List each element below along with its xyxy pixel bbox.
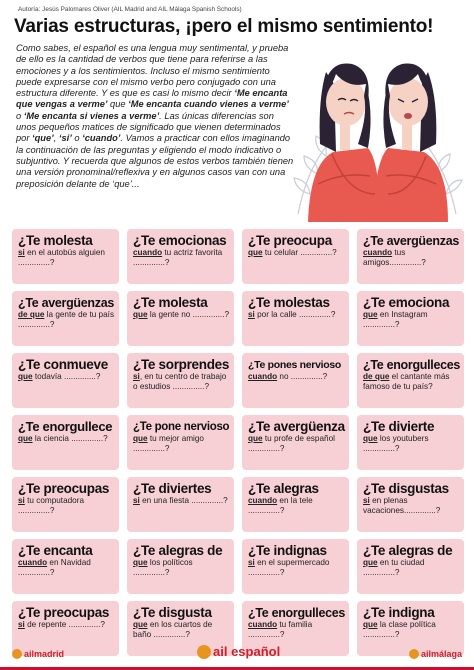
question-card [357, 415, 464, 470]
question-continuation [363, 620, 460, 640]
question-continuation [248, 310, 345, 320]
question-continuation [133, 310, 230, 320]
question-card [127, 229, 234, 284]
question-verb: ¿Te emociona [363, 295, 450, 310]
question-continuation [363, 558, 460, 578]
question-card [12, 229, 119, 284]
question-card [127, 415, 234, 470]
keyword-que: ‘que’ [32, 133, 54, 144]
question-card [357, 291, 464, 346]
question-continuation [18, 496, 115, 516]
keyword-cuando: ‘cuando’ [82, 133, 121, 144]
logo-dot-icon [409, 649, 419, 659]
connector-word: si [18, 620, 25, 629]
question-continuation [363, 248, 460, 268]
connector-word: si [18, 496, 25, 505]
intro-text: que [107, 99, 129, 110]
question-card [127, 477, 234, 532]
example-3: ‘Me encanta si vienes a verme’ [23, 110, 160, 121]
question-blank-text: tu celular ..............? [262, 248, 337, 257]
question-card [12, 291, 119, 346]
question-blank-text: en el autobús alguien ..............? [18, 248, 105, 267]
question-verb: ¿Te emocionas [133, 233, 227, 248]
question-card [357, 229, 464, 284]
question-continuation [248, 372, 345, 382]
question-verb: ¿Te indignas [248, 543, 327, 558]
question-continuation [18, 310, 115, 330]
connector-word: que [133, 620, 148, 629]
question-blank-text: tus amigos..............? [363, 248, 426, 267]
connector-word: cuando [133, 248, 163, 257]
question-blank-text: los políticos ..............? [133, 558, 193, 577]
intro-text: o [71, 133, 83, 144]
question-verb: ¿Te enorgulleces [248, 606, 346, 620]
question-card [242, 229, 349, 284]
question-card [12, 477, 119, 532]
connector-word: que [133, 310, 148, 319]
question-verb: ¿Te avergüenzas [363, 234, 460, 248]
connector-word: si [133, 372, 140, 381]
connector-word: que [18, 434, 33, 443]
question-blank-text: por la calle ..............? [254, 310, 336, 319]
question-continuation [363, 434, 460, 454]
question-verb: ¿Te preocupas [18, 605, 110, 620]
connector-word: que [133, 434, 148, 443]
question-blank-text: en el supermercado ..............? [248, 558, 330, 577]
question-continuation [133, 434, 230, 454]
question-continuation [363, 372, 460, 392]
question-verb: ¿Te pone nervioso [133, 421, 230, 433]
question-verb: ¿Te avergüenza [248, 419, 345, 434]
question-continuation [133, 248, 230, 268]
question-verb: ¿Te molesta [18, 233, 93, 248]
ail-madrid-logo: ailmadrid [12, 645, 64, 663]
question-continuation [248, 434, 345, 454]
question-blank-text: tu familia ..............? [248, 620, 313, 639]
question-verb: ¿Te preocupas [18, 481, 110, 496]
intro-text: . Las únicas diferencias son unos pequeños matices de significado que vienen determinados por [16, 110, 281, 144]
question-blank-text: en Navidad ..............? [18, 558, 91, 577]
connector-word: que [363, 310, 378, 319]
connector-word: que [248, 434, 263, 443]
logo-dot-icon [12, 649, 22, 659]
question-continuation [363, 310, 460, 330]
connector-word: cuando [248, 496, 278, 505]
question-verb: ¿Te disgustas [363, 481, 449, 496]
connector-word: que [363, 434, 378, 443]
connector-word: que [248, 248, 263, 257]
question-blank-text: los youtubers ..............? [363, 434, 429, 453]
question-card [127, 539, 234, 594]
question-blank-text: tu computadora ..............? [18, 496, 85, 515]
question-card [127, 353, 234, 408]
question-verb: ¿Te divierte [363, 419, 435, 434]
question-continuation [18, 620, 115, 630]
question-verb: ¿Te conmueve [18, 357, 108, 372]
question-card [242, 539, 349, 594]
intro-text: . Vamos a practicar con ellos imaginando la continuación de las preguntas y eligiendo el modo indicativo o subjuntivo. Y recuerda que algunos de estos verbos también tienen una versión pronominal/reflexiva y en algunos casos van con una preposición delante de ‘que’... [16, 133, 294, 189]
question-continuation [248, 248, 345, 258]
connector-word: de que [18, 310, 45, 319]
connector-word: que [18, 372, 33, 381]
question-continuation [18, 558, 115, 578]
question-blank-text: en la tele ..............? [248, 496, 313, 515]
question-continuation [248, 558, 345, 578]
intro-text: Como sabes, el español es una lengua muy sentimental, y prueba de ello es la cantidad de verbos que tiene para referirse a las emociones y a los sentimientos. Incluso el mismo sentimiento puede expresarse con el mismo verbo pero conjugado con una estructura diferente. Y es que es casi lo mismo decir [16, 43, 289, 99]
footer [0, 639, 474, 670]
intro-text: o [16, 110, 24, 121]
question-card [242, 353, 349, 408]
question-blank-text: todavía ..............? [32, 372, 101, 381]
question-continuation [18, 372, 115, 382]
question-continuation [248, 620, 345, 640]
question-blank-text: la gente de tu país ..............? [18, 310, 115, 329]
author-credit: Autoría: Jesús Palomares Oliver (AIL Madrid and AIL Málaga Spanish Schools) [18, 6, 242, 13]
question-verb: ¿Te preocupa [248, 233, 332, 248]
question-verb: ¿Te alegras [248, 481, 319, 496]
question-card [357, 477, 464, 532]
question-blank-text: tu mejor amigo ..............? [133, 434, 204, 453]
connector-word: cuando [248, 620, 278, 629]
question-blank-text: , en tu centro de trabajo o estudios ..............? [133, 372, 227, 391]
question-grid [12, 229, 463, 656]
ail-malaga-logo: ailmálaga [409, 645, 462, 663]
question-blank-text: en una fiesta ..............? [139, 496, 228, 505]
question-verb: ¿Te pones nervioso [248, 359, 342, 371]
question-verb: ¿Te sorprendes [133, 357, 230, 372]
question-continuation [363, 496, 460, 516]
connector-word: si [248, 310, 255, 319]
connector-word: cuando [363, 248, 393, 257]
question-verb: ¿Te avergüenzas [18, 296, 115, 310]
question-blank-text: la ciencia ..............? [32, 434, 108, 443]
question-blank-text: la gente no ..............? [147, 310, 230, 319]
logo-dot-icon [197, 645, 211, 659]
question-blank-text: tu actriz favorita ..............? [133, 248, 223, 267]
question-verb: ¿Te alegras de [133, 543, 223, 558]
connector-word: que [363, 620, 378, 629]
question-blank-text: no ..............? [277, 372, 328, 381]
connector-word: si [133, 496, 140, 505]
connector-word: cuando [18, 558, 48, 567]
connector-word: que [363, 558, 378, 567]
question-continuation [133, 558, 230, 578]
question-verb: ¿Te indigna [363, 605, 435, 620]
question-verb: ¿Te molesta [133, 295, 208, 310]
question-blank-text: el cantante más famoso de tu país? [363, 372, 450, 391]
question-blank-text: la clase política ..............? [363, 620, 436, 639]
question-card [12, 539, 119, 594]
question-blank-text: en los cuartos de baño ..............? [133, 620, 213, 639]
example-1: ‘Me encanta que vengas a verme’ [16, 88, 288, 110]
question-card [12, 353, 119, 408]
question-verb: ¿Te enorgulleces [363, 358, 461, 372]
question-verb: ¿Te molestas [248, 295, 330, 310]
question-card [127, 291, 234, 346]
page-title: Varias estructuras, ¡pero el mismo sentimiento! [14, 16, 434, 37]
connector-word: cuando [248, 372, 278, 381]
question-verb: ¿Te diviertes [133, 481, 212, 496]
question-continuation [133, 372, 230, 392]
question-blank-text: en plenas vacaciones..............? [363, 496, 441, 515]
question-card [12, 415, 119, 470]
question-card [357, 353, 464, 408]
question-card [242, 291, 349, 346]
question-continuation [18, 248, 115, 268]
ail-espanol-logo: ail español [197, 643, 280, 661]
question-continuation [18, 434, 115, 444]
connector-word: si [248, 558, 255, 567]
intro-paragraph [16, 43, 294, 190]
question-verb: ¿Te alegras de [363, 543, 453, 558]
connector-word: de que [363, 372, 390, 381]
right-woman-figure [374, 64, 448, 222]
question-verb: ¿Te enorgullece [18, 419, 113, 434]
two-women-illustration [288, 44, 466, 222]
connector-word: si [363, 496, 370, 505]
keyword-si: ‘si’ [58, 133, 72, 144]
example-2: ‘Me encanta cuando vienes a verme’ [128, 99, 289, 110]
question-blank-text: en tu ciudad ..............? [363, 558, 425, 577]
connector-word: si [18, 248, 25, 257]
question-continuation [133, 496, 230, 506]
question-blank-text: en Instagram ..............? [363, 310, 428, 329]
question-blank-text: de repente ..............? [24, 620, 105, 629]
question-card [357, 539, 464, 594]
intro-text: , [53, 133, 59, 144]
question-continuation [248, 496, 345, 516]
question-verb: ¿Te encanta [18, 543, 93, 558]
connector-word: que [133, 558, 148, 567]
question-continuation [133, 620, 230, 640]
question-blank-text: tu profe de español ..............? [248, 434, 335, 453]
question-card [242, 415, 349, 470]
question-card [242, 477, 349, 532]
left-woman-figure [308, 64, 380, 222]
question-verb: ¿Te disgusta [133, 605, 212, 620]
